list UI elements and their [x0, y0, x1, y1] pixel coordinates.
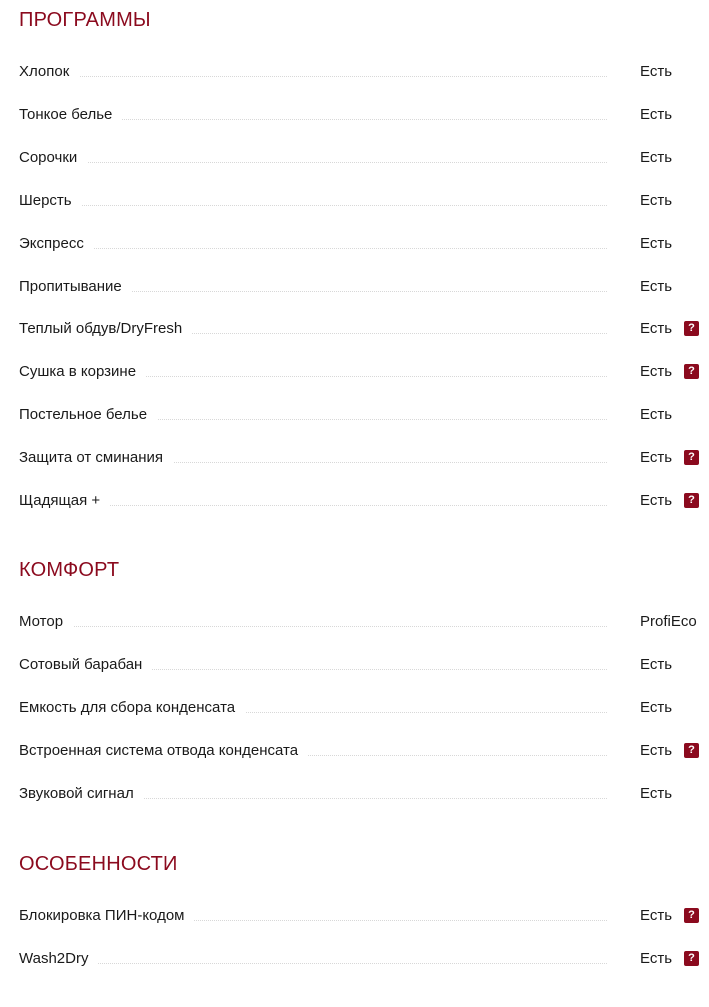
spec-row	[0, 739, 709, 763]
spec-value: Есть	[640, 449, 673, 466]
spec-label: Защита от сминания	[19, 448, 173, 468]
section-title: ОСОБЕННОСТИ	[19, 853, 178, 875]
spec-label: Постельное белье	[19, 405, 157, 425]
spec-label: Экспресс	[19, 234, 94, 254]
spec-label: Сотовый барабан	[19, 655, 152, 675]
spec-value: Есть	[640, 149, 673, 166]
spec-value: Есть	[640, 320, 673, 337]
help-icon[interactable]: ?	[684, 908, 699, 923]
spec-row	[0, 275, 709, 299]
help-icon[interactable]: ?	[684, 951, 699, 966]
spec-value: Есть	[640, 699, 673, 716]
spec-label: Встроенная система отвода конденсата	[19, 741, 308, 761]
spec-label: Хлопок	[19, 62, 79, 82]
spec-label: Пропитывание	[19, 277, 132, 297]
spec-value: Есть	[640, 192, 673, 209]
spec-row	[0, 696, 709, 720]
spec-row	[0, 446, 709, 470]
spec-label: Сорочки	[19, 148, 87, 168]
dotted-leader	[19, 248, 607, 249]
spec-row	[0, 904, 709, 928]
help-icon[interactable]: ?	[684, 743, 699, 758]
spec-value: Есть	[640, 235, 673, 252]
spec-row	[0, 610, 709, 634]
spec-value: Есть	[640, 106, 673, 123]
spec-row	[0, 947, 709, 971]
spec-row	[0, 146, 709, 170]
spec-row	[0, 317, 709, 341]
help-icon[interactable]: ?	[684, 493, 699, 508]
spec-row	[0, 103, 709, 127]
help-icon[interactable]: ?	[684, 450, 699, 465]
spec-label: Емкость для сбора конденсата	[19, 698, 245, 718]
dotted-leader	[19, 963, 607, 964]
spec-label: Шерсть	[19, 191, 82, 211]
spec-row	[0, 232, 709, 256]
spec-label: Блокировка ПИН-кодом	[19, 906, 194, 926]
dotted-leader	[19, 205, 607, 206]
section-title: ПРОГРАММЫ	[19, 9, 151, 31]
help-icon[interactable]: ?	[684, 364, 699, 379]
spec-value: Есть	[640, 363, 673, 380]
spec-row	[0, 403, 709, 427]
spec-row	[0, 60, 709, 84]
spec-row	[0, 360, 709, 384]
spec-value: ProfiEco	[640, 613, 697, 630]
spec-value: Есть	[640, 63, 673, 80]
help-icon[interactable]: ?	[684, 321, 699, 336]
spec-row	[0, 653, 709, 677]
section-title: КОМФОРТ	[19, 559, 120, 581]
spec-label: Wash2Dry	[19, 949, 98, 969]
spec-value: Есть	[640, 492, 673, 509]
spec-label: Звуковой сигнал	[19, 784, 144, 804]
dotted-leader	[19, 162, 607, 163]
dotted-leader	[19, 626, 607, 627]
spec-value: Есть	[640, 656, 673, 673]
spec-value: Есть	[640, 907, 673, 924]
spec-value: Есть	[640, 785, 673, 802]
spec-label: Теплый обдув/DryFresh	[19, 319, 192, 339]
spec-value: Есть	[640, 278, 673, 295]
spec-value: Есть	[640, 950, 673, 967]
spec-label: Сушка в корзине	[19, 362, 146, 382]
dotted-leader	[19, 76, 607, 77]
spec-label: Тонкое белье	[19, 105, 122, 125]
spec-row	[0, 782, 709, 806]
spec-row	[0, 489, 709, 513]
spec-value: Есть	[640, 406, 673, 423]
spec-label: Мотор	[19, 612, 73, 632]
spec-value: Есть	[640, 742, 673, 759]
spec-label: Щадящая +	[19, 491, 110, 511]
spec-row	[0, 189, 709, 213]
